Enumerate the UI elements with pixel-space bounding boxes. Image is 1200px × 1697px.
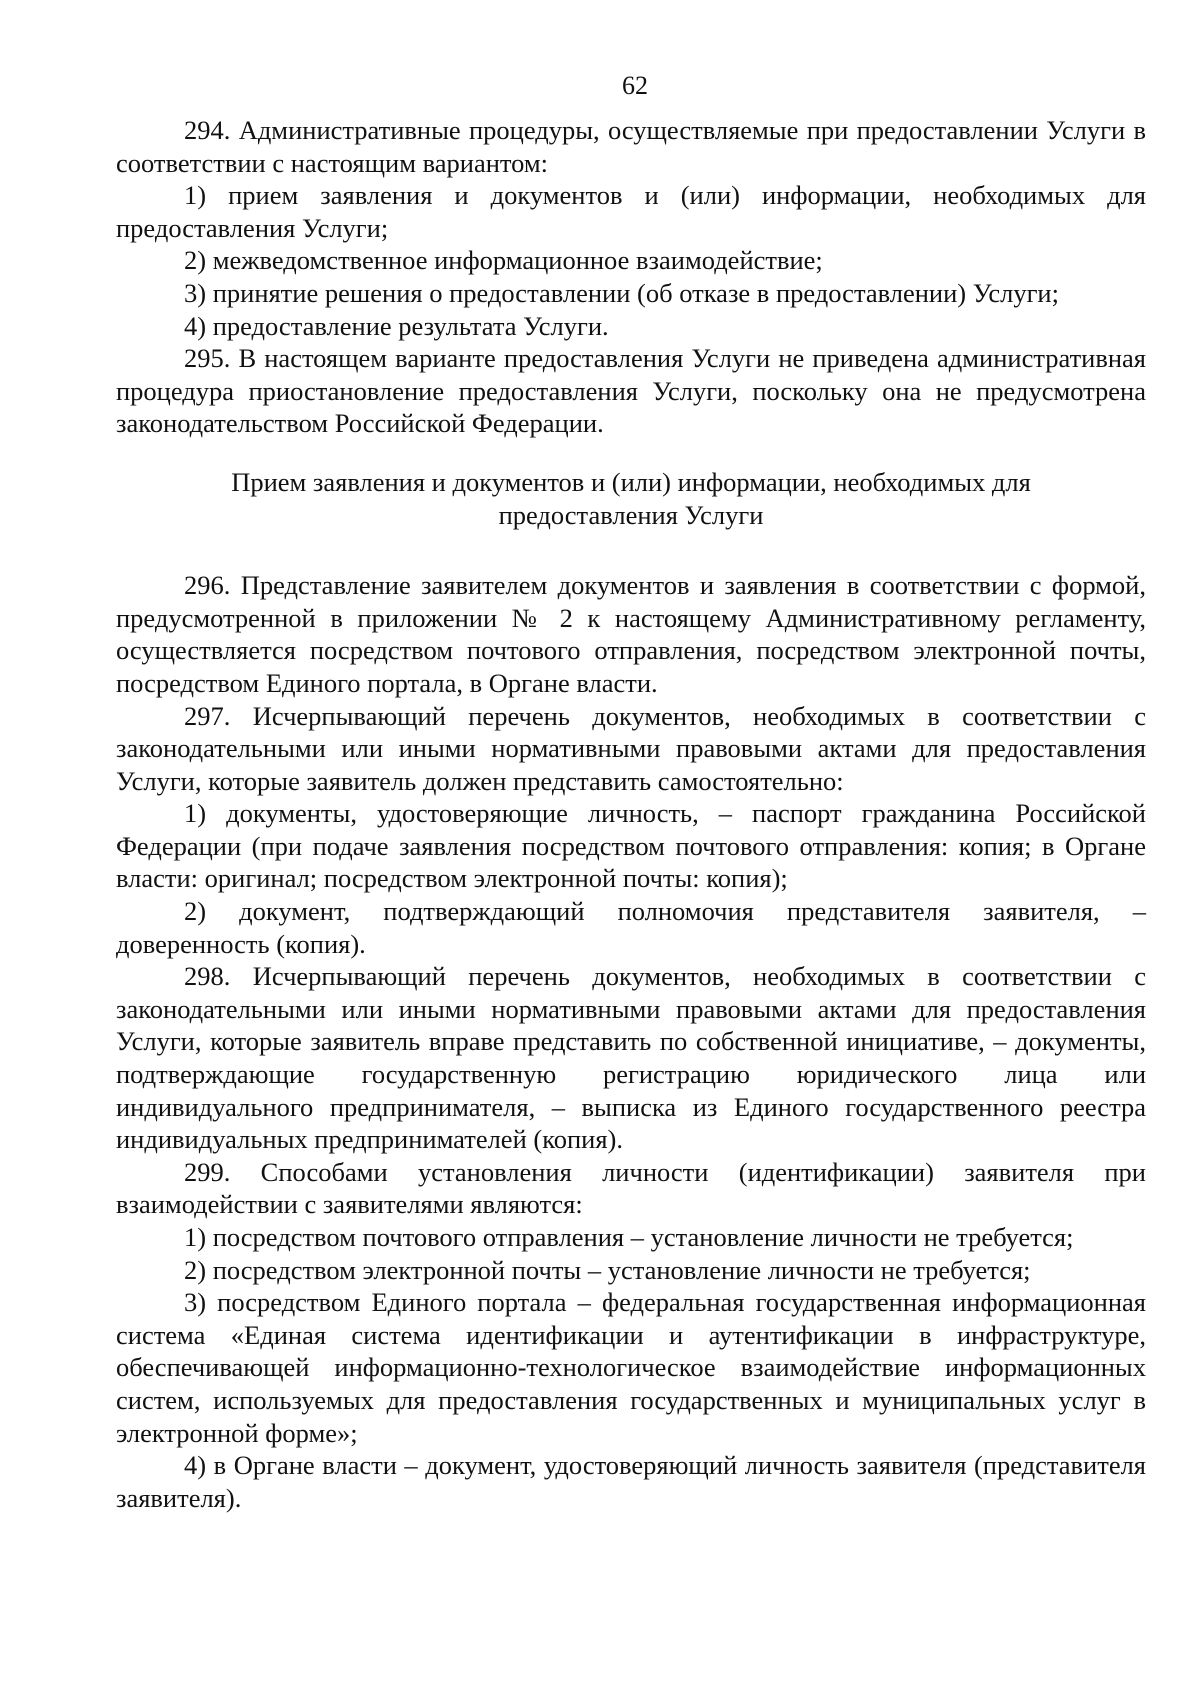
document-page: [116, 70, 1146, 1514]
list-item-294-3: 3) принятие решения о предоставлении (об отказе в предоставлении) Услуги;: [184, 277, 1059, 308]
paragraph-296: 296. Представление заявителем документов и заявления в соответствии с формой, предусмотренной в приложении № 2 к настоящему Административному регламенту, осуществляется посредством почтового отправления, посредством электронной почты, посредством Единого портала, в Органе власти.: [116, 570, 1146, 698]
page-number: 62: [622, 71, 648, 100]
paragraph-294: 294. Административные процедуры, осуществляемые при предоставлении Услуги в соответствии с настоящим вариантом:: [116, 115, 1146, 178]
list-item-297-2: 2) документ, подтверждающий полномочия представителя заявителя, – доверенность (копия).: [116, 896, 1146, 959]
paragraph-299: 299. Способами установления личности (идентификации) заявителя при взаимодействии с заявителями являются:: [116, 1156, 1146, 1220]
section-heading: Прием заявления и документов и (или) информации, необходимых для предоставления Услуги: [231, 466, 1031, 530]
paragraph-297: 297. Исчерпывающий перечень документов, необходимых в соответствии с законодательными или иными нормативными правовыми актами для предоставления Услуги, которые заявитель должен представить самостоятельно:: [116, 700, 1146, 796]
list-item-294-2: 2) межведомственное информационное взаимодействие;: [184, 245, 823, 276]
paragraph-298: 298. Исчерпывающий перечень документов, необходимых в соответствии с законодательными или иными нормативными правовыми актами для предоставления Услуги, которые заявитель вправе представить по собственной инициативе, – документы, подтверждающие государственную регистрацию юридического лица или индивидуального предпринимателя, – выписка из Единого государственного реестра индивидуальных предпринимателей (копия).: [116, 961, 1146, 1155]
list-item-299-2: 2) посредством электронной почты – установление личности не требуется;: [184, 1254, 1031, 1285]
paragraph-295: 295. В настоящем варианте предоставления Услуги не приведена административная процедура приостановление предоставления Услуги, поскольку она не предусмотрена законодательством Российской Федерации.: [116, 343, 1146, 439]
procedures-section: [116, 114, 1146, 440]
list-item-297-1: 1) документы, удостоверяющие личность, – паспорт гражданина Российской Федерации (при подаче заявления посредством почтового отправления: копия; в Органе власти: оригинал; посредством электронной почты: копия);: [116, 798, 1146, 894]
list-item-299-3: 3) посредством Единого портала – федеральная государственная информационная система «Единая система идентификации и аутентификации в инфраструктуре, обеспечивающей информационно-технологическое взаимодействие информационных систем, используемых для предоставления государственных и муниципальных услуг в электронной форме»;: [116, 1287, 1146, 1448]
list-item-294-4: 4) предоставление результата Услуги.: [184, 310, 609, 341]
list-item-294-1: 1) прием заявления и документов и (или) информации, необходимых для предоставления Услуги;: [116, 180, 1146, 243]
list-item-299-4: 4) в Органе власти – документ, удостоверяющий личность заявителя (представителя заявителя).: [116, 1450, 1146, 1513]
application-section: [116, 569, 1146, 1514]
list-item-299-1: 1) посредством почтового отправления – установление личности не требуется;: [184, 1222, 1074, 1252]
